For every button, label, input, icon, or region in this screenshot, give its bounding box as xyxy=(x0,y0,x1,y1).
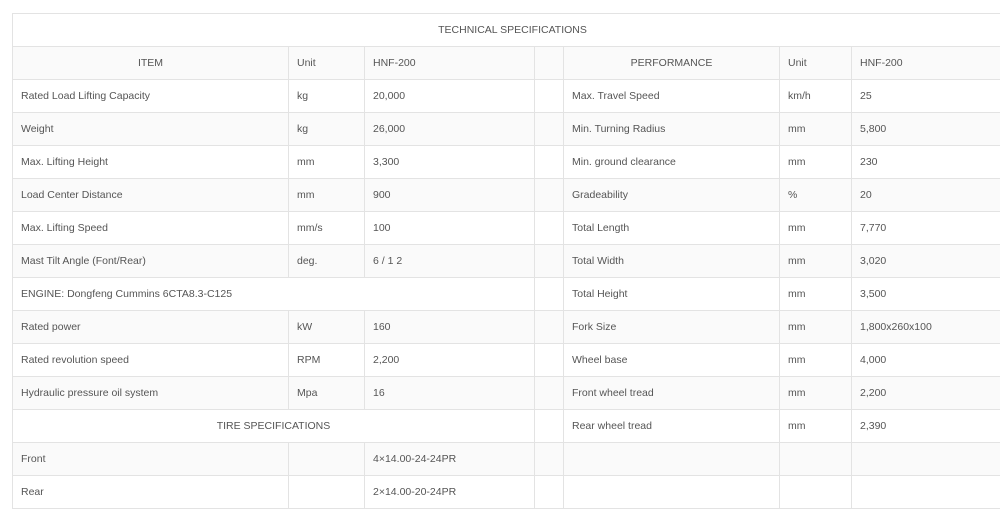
header-perf-unit: Unit xyxy=(780,47,852,80)
unit-cell: mm xyxy=(289,179,365,212)
perf-value-cell: 2,390 xyxy=(852,410,1000,443)
tire-spec-title: TIRE SPECIFICATIONS xyxy=(13,410,535,443)
perf-value-cell: 25 xyxy=(852,80,1000,113)
item-cell: Rated revolution speed xyxy=(13,344,289,377)
perf-item-cell: Min. ground clearance xyxy=(564,146,780,179)
unit-cell: kg xyxy=(289,80,365,113)
perf-item-cell: Total Width xyxy=(564,245,780,278)
table-row xyxy=(13,212,1000,245)
title-row xyxy=(13,14,1000,47)
engine-row xyxy=(13,278,1000,311)
gap-cell xyxy=(535,377,564,410)
perf-value-cell: 20 xyxy=(852,179,1000,212)
gap-cell xyxy=(535,476,564,509)
table-row xyxy=(13,476,1000,509)
engine-label: ENGINE: Dongfeng Cummins 6CTA8.3-C125 xyxy=(13,278,535,311)
header-performance: PERFORMANCE xyxy=(564,47,780,80)
unit-cell: deg. xyxy=(289,245,365,278)
gap-cell xyxy=(535,311,564,344)
perf-item-cell: Gradeability xyxy=(564,179,780,212)
empty-cell xyxy=(852,443,1000,476)
item-cell: Mast Tilt Angle (Font/Rear) xyxy=(13,245,289,278)
unit-cell: RPM xyxy=(289,344,365,377)
perf-value-cell: 5,800 xyxy=(852,113,1000,146)
value-cell: 100 xyxy=(365,212,535,245)
perf-item-cell: Fork Size xyxy=(564,311,780,344)
gap-cell xyxy=(535,47,564,80)
value-cell: 160 xyxy=(365,311,535,344)
item-cell: Rated Load Lifting Capacity xyxy=(13,80,289,113)
perf-unit-cell: mm xyxy=(780,278,852,311)
perf-unit-cell: mm xyxy=(780,113,852,146)
table-row xyxy=(13,113,1000,146)
value-cell: 3,300 xyxy=(365,146,535,179)
unit-cell: kg xyxy=(289,113,365,146)
tire-value-cell: 4×14.00-24-24PR xyxy=(365,443,535,476)
value-cell: 26,000 xyxy=(365,113,535,146)
item-cell: Hydraulic pressure oil system xyxy=(13,377,289,410)
header-item: ITEM xyxy=(13,47,289,80)
table-row xyxy=(13,179,1000,212)
empty-cell xyxy=(780,476,852,509)
gap-cell xyxy=(535,179,564,212)
table-row xyxy=(13,344,1000,377)
gap-cell xyxy=(535,113,564,146)
perf-item-cell: Min. Turning Radius xyxy=(564,113,780,146)
item-cell: Max. Lifting Height xyxy=(13,146,289,179)
tire-value-cell: 2×14.00-20-24PR xyxy=(365,476,535,509)
perf-value-cell: 2,200 xyxy=(852,377,1000,410)
perf-unit-cell: mm xyxy=(780,146,852,179)
tire-item-cell: Front xyxy=(13,443,289,476)
table-title: TECHNICAL SPECIFICATIONS xyxy=(13,14,1000,47)
perf-value-cell: 3,500 xyxy=(852,278,1000,311)
table-row xyxy=(13,443,1000,476)
perf-value-cell: 3,020 xyxy=(852,245,1000,278)
tire-header-row xyxy=(13,410,1000,443)
empty-cell xyxy=(564,443,780,476)
perf-unit-cell: km/h xyxy=(780,80,852,113)
perf-unit-cell: mm xyxy=(780,311,852,344)
gap-cell xyxy=(535,443,564,476)
value-cell: 6 / 1 2 xyxy=(365,245,535,278)
perf-item-cell: Front wheel tread xyxy=(564,377,780,410)
perf-value-cell: 4,000 xyxy=(852,344,1000,377)
perf-item-cell: Max. Travel Speed xyxy=(564,80,780,113)
empty-cell xyxy=(780,443,852,476)
gap-cell xyxy=(535,146,564,179)
perf-unit-cell: mm xyxy=(780,410,852,443)
unit-cell: mm/s xyxy=(289,212,365,245)
empty-cell xyxy=(852,476,1000,509)
empty-cell xyxy=(289,443,365,476)
item-cell: Load Center Distance xyxy=(13,179,289,212)
item-cell: Max. Lifting Speed xyxy=(13,212,289,245)
perf-value-cell: 230 xyxy=(852,146,1000,179)
item-cell: Weight xyxy=(13,113,289,146)
perf-unit-cell: % xyxy=(780,179,852,212)
item-cell: Rated power xyxy=(13,311,289,344)
table-row xyxy=(13,146,1000,179)
header-perf-model: HNF-200 xyxy=(852,47,1000,80)
perf-item-cell: Wheel base xyxy=(564,344,780,377)
unit-cell: kW xyxy=(289,311,365,344)
table-row xyxy=(13,245,1000,278)
perf-item-cell: Total Length xyxy=(564,212,780,245)
header-unit: Unit xyxy=(289,47,365,80)
table-row xyxy=(13,377,1000,410)
header-row xyxy=(13,47,1000,80)
value-cell: 20,000 xyxy=(365,80,535,113)
tire-item-cell: Rear xyxy=(13,476,289,509)
perf-value-cell: 7,770 xyxy=(852,212,1000,245)
gap-cell xyxy=(535,80,564,113)
empty-cell xyxy=(289,476,365,509)
unit-cell: Mpa xyxy=(289,377,365,410)
gap-cell xyxy=(535,245,564,278)
gap-cell xyxy=(535,344,564,377)
unit-cell: mm xyxy=(289,146,365,179)
empty-cell xyxy=(564,476,780,509)
value-cell: 2,200 xyxy=(365,344,535,377)
value-cell: 900 xyxy=(365,179,535,212)
perf-item-cell: Rear wheel tread xyxy=(564,410,780,443)
perf-unit-cell: mm xyxy=(780,245,852,278)
value-cell: 16 xyxy=(365,377,535,410)
gap-cell xyxy=(535,212,564,245)
perf-unit-cell: mm xyxy=(780,212,852,245)
perf-unit-cell: mm xyxy=(780,344,852,377)
table-row xyxy=(13,80,1000,113)
perf-unit-cell: mm xyxy=(780,377,852,410)
header-model: HNF-200 xyxy=(365,47,535,80)
perf-item-cell: Total Height xyxy=(564,278,780,311)
perf-value-cell: 1,800x260x100 xyxy=(852,311,1000,344)
spec-table xyxy=(12,13,1000,509)
gap-cell xyxy=(535,278,564,311)
gap-cell xyxy=(535,410,564,443)
table-row xyxy=(13,311,1000,344)
